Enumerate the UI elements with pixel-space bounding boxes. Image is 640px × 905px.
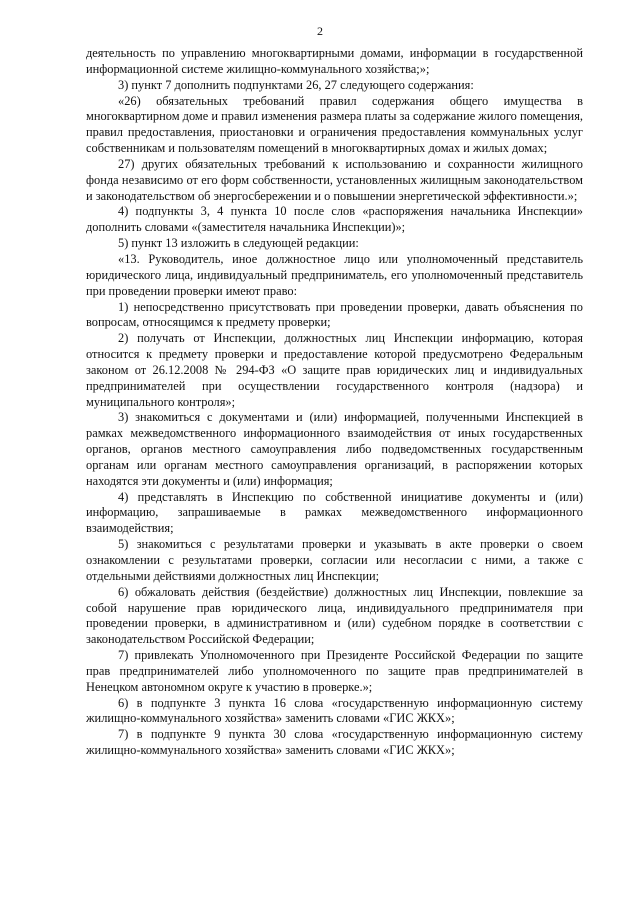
paragraph-item-5: 5) пункт 13 изложить в следующей редакции:: [118, 236, 359, 251]
paragraph-right-3: 3) знакомиться с документами и (или) информацией, полученными Инспекцией в рамках межведомственного информационного взаимодействия от иных государственных органов, органов местного самоуправления либо подведомственных государственным органам или органам местного самоуправления организаций, в распоряжении которых находятся эти документы и (или) информация;: [86, 410, 583, 488]
document-body: [86, 46, 583, 759]
page-number: 2: [317, 24, 323, 38]
paragraph-continuation: деятельность по управлению многоквартирными домами, информации в государственной информационной системе жилищно-коммунального хозяйства;»;: [86, 46, 583, 76]
paragraph-right-5: 5) знакомиться с результатами проверки и указывать в акте проверки о своем ознакомлении с результатами проверки, согласии или несогласии с ними, а также с отдельными действиями должностных лиц Инспекции;: [86, 537, 583, 583]
paragraph-subitem-26: «26) обязательных требований правил содержания общего имущества в многоквартирном доме и правил изменения размера платы за содержание жилого помещения, правил предоставления, приостановки и ограничения предоставления коммунальных услуг собственникам и пользователям помещений в многоквартирных домах и жилых домах;: [86, 93, 583, 156]
paragraph-item-7: 7) в подпункте 9 пункта 30 слова «государственную информационную систему жилищно-коммунального хозяйства» заменить словами «ГИС ЖКХ»;: [86, 727, 583, 758]
paragraph-item-4: 4) подпункты 3, 4 пункта 10 после слов «распоряжения начальника Инспекции» дополнить словами «(заместителя начальника Инспекции)»;: [86, 204, 583, 235]
paragraph-right-7: 7) привлекать Уполномоченного при Президенте Российской Федерации по защите прав предпринимателей либо уполномоченного по защите прав предпринимателей в Ненецком автономном округе к участию в проверке.»;: [86, 648, 583, 694]
paragraph-item-3: 3) пункт 7 дополнить подпунктами 26, 27 следующего содержания:: [118, 77, 474, 92]
paragraph-right-4: 4) представлять в Инспекцию по собственной инициативе документы и (или) информацию, запрашиваемые в рамках межведомственного информационного взаимодействия;: [86, 489, 583, 536]
paragraph-clause-13: «13. Руководитель, иное должностное лицо или уполномоченный представитель юридического лица, индивидуальный предприниматель, его уполномоченный представитель при проведении проверки имеют право:: [86, 251, 583, 298]
paragraph-subitem-27: 27) других обязательных требований к использованию и сохранности жилищного фонда независимо от его форм собственности, установленных жилищным законодательством и законодательством об энергосбережении и о повышении энергетической эффективности.»;: [86, 156, 583, 203]
paragraph-right-2: 2) получать от Инспекции, должностных лиц Инспекции информацию, которая относится к предмету проверки и предоставление которой предусмотрено Федеральным законом от 26.12.2008 № 294-ФЗ «О защите прав юридических лиц и индивидуальных предпринимателей при осуществлении государственного контроля (надзора) и муниципального контроля»;: [86, 331, 583, 409]
paragraph-right-6: 6) обжаловать действия (бездействие) должностных лиц Инспекции, повлекшие за собой нарушение прав юридического лица, индивидуального предпринимателя при проведении проверки, в административном и (или) судебном порядке в соответствии с законодательством Российской Федерации;: [86, 584, 583, 647]
paragraph-item-6: 6) в подпункте 3 пункта 16 слова «государственную информационную систему жилищно-коммунального хозяйства» заменить словами «ГИС ЖКХ»;: [86, 695, 583, 726]
paragraph-right-1: 1) непосредственно присутствовать при проведении проверки, давать объяснения по вопросам, относящимся к предмету проверки;: [86, 299, 583, 330]
